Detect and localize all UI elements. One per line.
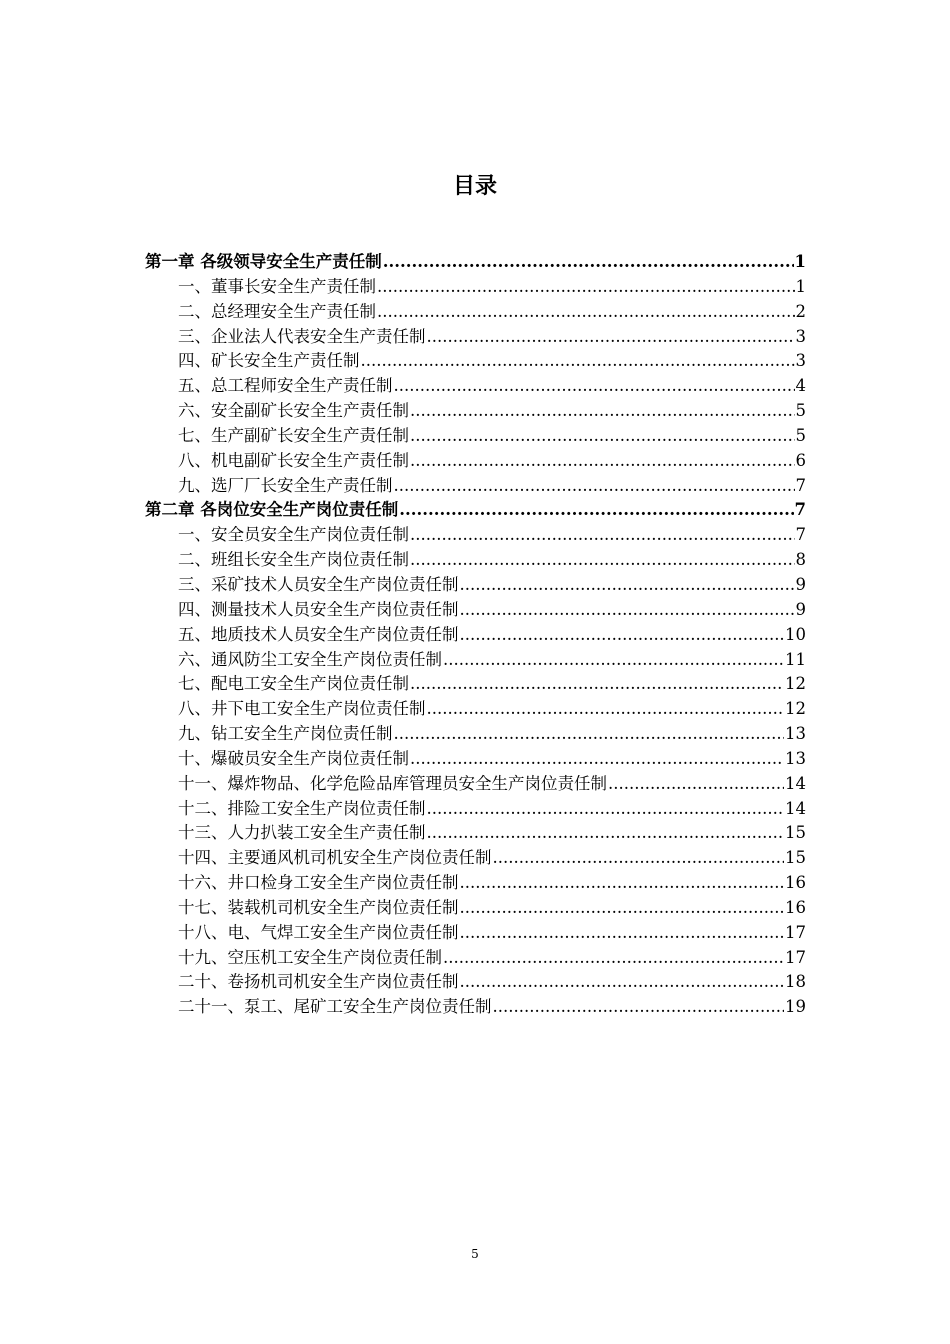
toc-entry[interactable]: [145, 325, 806, 350]
toc-entry-label: 十四、主要通风机司机安全生产岗位责任制: [178, 848, 492, 868]
dot-leader: [427, 821, 785, 846]
toc-entry-page: 7: [795, 525, 806, 545]
toc-entry-label: 十、爆破员安全生产岗位责任制: [178, 748, 409, 768]
toc-entry-label: 二、班组长安全生产岗位责任制: [178, 550, 409, 570]
toc-entry[interactable]: [145, 623, 806, 648]
toc-entry-label: 六、安全副矿长安全生产责任制: [178, 401, 409, 421]
toc-entry-page: 7: [795, 475, 806, 495]
toc-entry-label: 三、企业法人代表安全生产责任制: [178, 326, 426, 346]
dot-leader: [394, 374, 795, 399]
toc-chapter[interactable]: [145, 498, 806, 523]
toc-entry-page: 1: [794, 252, 806, 271]
toc-entry-page: 14: [785, 798, 806, 818]
table-of-contents: [145, 250, 806, 1020]
toc-entry-page: 13: [785, 748, 806, 768]
toc-entry-label: 九、选厂厂长安全生产责任制: [178, 475, 393, 495]
toc-entry-page: 8: [795, 550, 806, 570]
toc-entry[interactable]: [145, 598, 806, 623]
toc-entry-page: 3: [795, 326, 806, 346]
toc-entry-label: 第二章 各岗位安全生产岗位责任制: [145, 500, 399, 520]
toc-entry[interactable]: [145, 523, 806, 548]
toc-entry[interactable]: [145, 275, 806, 300]
toc-entry-page: 17: [785, 947, 806, 967]
toc-entry-label: 二十一、泵工、尾矿工安全生产岗位责任制: [178, 997, 492, 1017]
toc-entry-label: 十三、人力扒装工安全生产责任制: [178, 823, 426, 843]
toc-entry-label: 七、配电工安全生产岗位责任制: [178, 674, 409, 694]
dot-leader: [443, 648, 784, 673]
toc-entry-page: 5: [795, 401, 806, 421]
toc-entry[interactable]: [145, 474, 806, 499]
toc-entry-label: 八、机电副矿长安全生产责任制: [178, 450, 409, 470]
dot-leader: [394, 474, 795, 499]
toc-entry-label: 五、总工程师安全生产责任制: [178, 376, 393, 396]
toc-entry-page: 16: [785, 897, 806, 917]
toc-entry-page: 9: [795, 574, 806, 594]
toc-entry-page: 9: [795, 599, 806, 619]
toc-entry[interactable]: [145, 846, 806, 871]
toc-entry-label: 七、生产副矿长安全生产责任制: [178, 425, 409, 445]
dot-leader: [608, 772, 784, 797]
toc-entry-page: 7: [794, 500, 806, 520]
dot-leader: [427, 697, 785, 722]
toc-entry[interactable]: [145, 797, 806, 822]
toc-entry-page: 16: [785, 873, 806, 893]
dot-leader: [410, 424, 795, 449]
dot-leader: [410, 548, 795, 573]
toc-entry-page: 15: [785, 823, 806, 843]
toc-entry-label: 第一章 各级领导安全生产责任制: [145, 252, 382, 271]
toc-entry[interactable]: [145, 821, 806, 846]
dot-leader: [443, 946, 784, 971]
toc-entry-page: 12: [785, 699, 806, 719]
toc-chapter[interactable]: [145, 250, 806, 275]
dot-leader: [377, 275, 795, 300]
toc-entry-label: 十一、爆炸物品、化学危险品库管理员安全生产岗位责任制: [178, 773, 607, 793]
toc-entry-page: 11: [785, 649, 806, 669]
toc-entry[interactable]: [145, 772, 806, 797]
dot-leader: [377, 300, 795, 325]
toc-entry-page: 18: [785, 972, 806, 992]
toc-entry-label: 二、总经理安全生产责任制: [178, 301, 376, 321]
dot-leader: [493, 995, 785, 1020]
dot-leader: [410, 523, 795, 548]
toc-entry[interactable]: [145, 697, 806, 722]
toc-entry[interactable]: [145, 449, 806, 474]
toc-entry[interactable]: [145, 648, 806, 673]
dot-leader: [460, 871, 785, 896]
toc-entry[interactable]: [145, 424, 806, 449]
toc-entry[interactable]: [145, 871, 806, 896]
dot-leader: [410, 449, 795, 474]
dot-leader: [361, 349, 795, 374]
toc-entry-label: 十六、井口检身工安全生产岗位责任制: [178, 873, 459, 893]
toc-entry-label: 十二、排险工安全生产岗位责任制: [178, 798, 426, 818]
toc-entry-label: 十八、电、气焊工安全生产岗位责任制: [178, 922, 459, 942]
toc-entry[interactable]: [145, 995, 806, 1020]
toc-entry-label: 三、采矿技术人员安全生产岗位责任制: [178, 574, 459, 594]
dot-leader: [410, 399, 795, 424]
toc-entry[interactable]: [145, 399, 806, 424]
toc-entry[interactable]: [145, 921, 806, 946]
dot-leader: [383, 250, 794, 275]
toc-entry-label: 十九、空压机工安全生产岗位责任制: [178, 947, 442, 967]
toc-entry-label: 一、董事长安全生产责任制: [178, 276, 376, 296]
toc-entry[interactable]: [145, 946, 806, 971]
dot-leader: [493, 846, 785, 871]
toc-entry[interactable]: [145, 573, 806, 598]
toc-entry-page: 4: [795, 376, 806, 396]
toc-entry-label: 四、矿长安全生产责任制: [178, 351, 360, 371]
toc-entry-page: 2: [795, 301, 806, 321]
toc-entry-page: 5: [795, 425, 806, 445]
toc-entry[interactable]: [145, 747, 806, 772]
toc-entry-label: 五、地质技术人员安全生产岗位责任制: [178, 624, 459, 644]
toc-entry-page: 1: [795, 276, 806, 296]
toc-entry[interactable]: [145, 374, 806, 399]
dot-leader: [410, 672, 784, 697]
toc-entry-label: 六、通风防尘工安全生产岗位责任制: [178, 649, 442, 669]
toc-entry-label: 一、安全员安全生产岗位责任制: [178, 525, 409, 545]
dot-leader: [460, 623, 785, 648]
toc-entry-label: 十七、装载机司机安全生产岗位责任制: [178, 897, 459, 917]
dot-leader: [427, 797, 785, 822]
toc-entry[interactable]: [145, 896, 806, 921]
toc-entry-page: 6: [795, 450, 806, 470]
toc-entry[interactable]: [145, 300, 806, 325]
toc-entry-page: 10: [785, 624, 806, 644]
toc-entry-label: 八、井下电工安全生产岗位责任制: [178, 699, 426, 719]
toc-entry-page: 3: [795, 351, 806, 371]
dot-leader: [460, 573, 795, 598]
toc-entry-page: 14: [785, 773, 806, 793]
toc-entry-label: 九、钻工安全生产岗位责任制: [178, 724, 393, 744]
toc-entry[interactable]: [145, 722, 806, 747]
toc-entry[interactable]: [145, 548, 806, 573]
toc-entry-page: 13: [785, 724, 806, 744]
toc-title: 目录: [452, 174, 497, 199]
toc-entry-label: 二十、卷扬机司机安全生产岗位责任制: [178, 972, 459, 992]
toc-entry[interactable]: [145, 349, 806, 374]
dot-leader: [460, 598, 795, 623]
page-number: 5: [471, 1247, 479, 1261]
dot-leader: [427, 325, 795, 350]
dot-leader: [410, 747, 784, 772]
toc-entry-page: 19: [785, 997, 806, 1017]
toc-entry-label: 四、测量技术人员安全生产岗位责任制: [178, 599, 459, 619]
dot-leader: [460, 896, 785, 921]
dot-leader: [460, 970, 785, 995]
toc-entry-page: 17: [785, 922, 806, 942]
toc-entry[interactable]: [145, 970, 806, 995]
toc-entry[interactable]: [145, 672, 806, 697]
dot-leader: [399, 498, 793, 523]
toc-entry-page: 15: [785, 848, 806, 868]
dot-leader: [460, 921, 785, 946]
dot-leader: [394, 722, 785, 747]
toc-entry-page: 12: [785, 674, 806, 694]
